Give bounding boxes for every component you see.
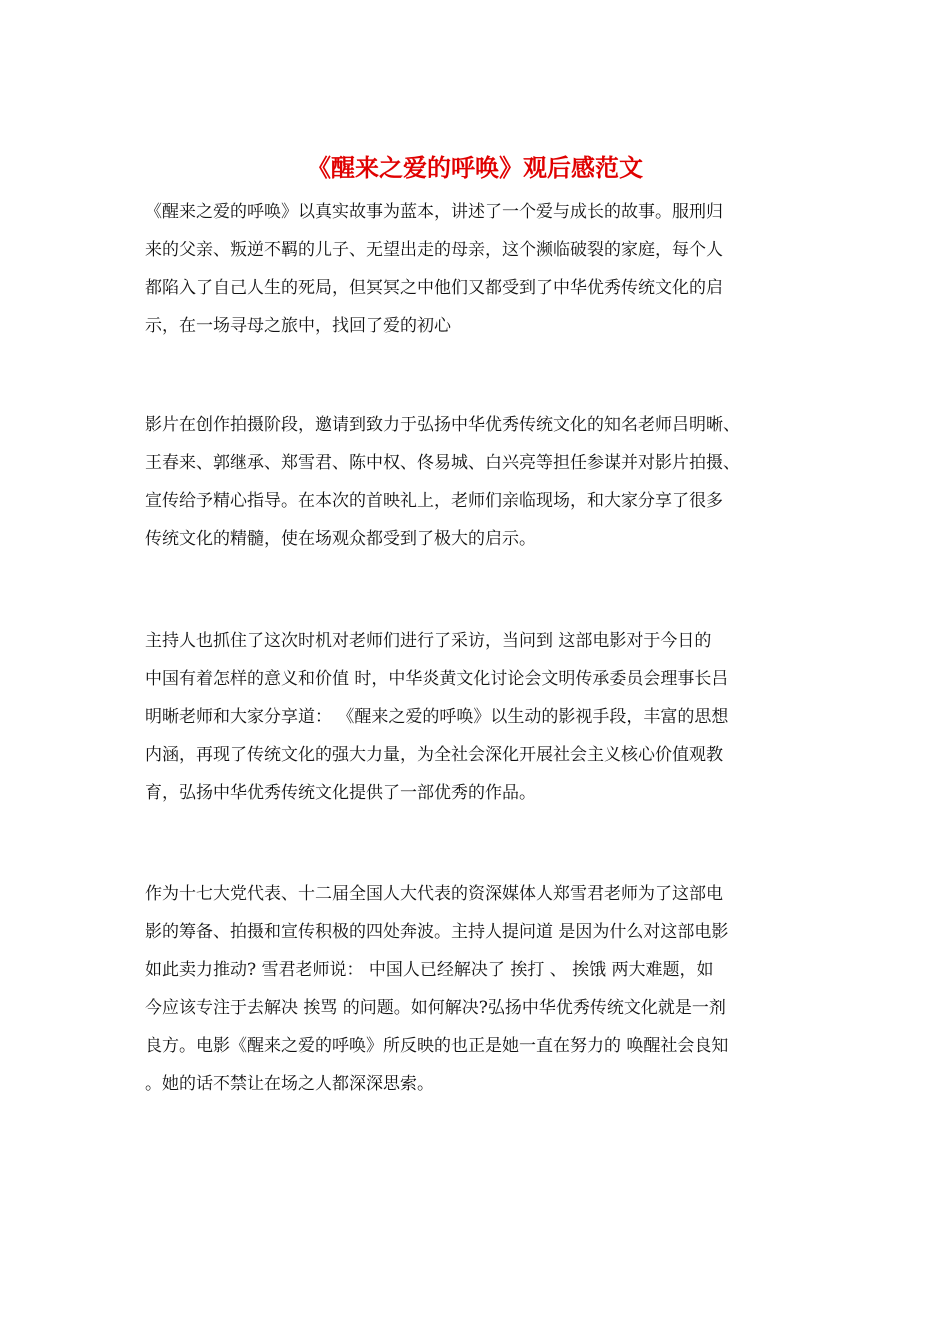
- paragraph-intro: [145, 193, 825, 345]
- paragraph-zheng-xuejun: [145, 875, 825, 1103]
- paragraph-production: [145, 406, 825, 558]
- paragraph-line: 王春来、郭继承、郑雪君、陈中权、佟易城、白兴亮等担任参谋并对影片拍摄、: [145, 453, 740, 473]
- paragraph-line: 育，弘扬中华优秀传统文化提供了一部优秀的作品。: [145, 783, 536, 803]
- paragraph-line: 。她的话不禁让在场之人都深深思索。: [145, 1074, 434, 1094]
- paragraph-line: 明晰老师和大家分享道： 《醒来之爱的呼唤》以生动的影视手段，丰富的思想: [145, 707, 729, 727]
- paragraph-line: 传统文化的精髓，使在场观众都受到了极大的启示。: [145, 529, 536, 549]
- paragraph-line: 今应该专注于去解决 挨骂 的问题。如何解决?弘扬中华优秀传统文化就是一剂: [145, 998, 726, 1018]
- paragraph-line: 内涵，再现了传统文化的强大力量，为全社会深化开展社会主义核心价值观教: [145, 745, 723, 765]
- paragraph-line: 主持人也抓住了这次时机对老师们进行了采访，当问到 这部电影对于今日的: [145, 631, 712, 651]
- paragraph-line: 作为十七大党代表、十二届全国人大代表的资深媒体人郑雪君老师为了这部电: [145, 884, 723, 904]
- paragraph-line: 影片在创作拍摄阶段，邀请到致力于弘扬中华优秀传统文化的知名老师吕明晰、: [145, 415, 740, 435]
- paragraph-line: 来的父亲、叛逆不羁的儿子、无望出走的母亲，这个濒临破裂的家庭，每个人: [145, 240, 723, 260]
- paragraph-line: 都陷入了自己人生的死局，但冥冥之中他们又都受到了中华优秀传统文化的启: [145, 278, 723, 298]
- paragraph-line: 良方。电影《醒来之爱的呼唤》所反映的也正是她一直在努力的 唤醒社会良知: [145, 1036, 729, 1056]
- paragraph-line: 宣传给予精心指导。在本次的首映礼上，老师们亲临现场，和大家分享了很多: [145, 491, 723, 511]
- paragraph-line: 如此卖力推动? 雪君老师说： 中国人已经解决了 挨打 、 挨饿 两大难题，如: [145, 960, 714, 980]
- paragraph-interview: [145, 622, 825, 812]
- document-title: 《醒来之爱的呼唤》观后感范文: [307, 154, 643, 182]
- paragraph-line: 《醒来之爱的呼唤》以真实故事为蓝本，讲述了一个爱与成长的故事。服刑归: [145, 202, 723, 222]
- paragraph-line: 示，在一场寻母之旅中，找回了爱的初心: [145, 316, 451, 336]
- paragraph-line: 中国有着怎样的意义和价值 时，中华炎黄文化讨论会文明传承委员会理事长吕: [145, 669, 729, 689]
- paragraph-line: 影的筹备、拍摄和宣传积极的四处奔波。主持人提问道 是因为什么对这部电影: [145, 922, 729, 942]
